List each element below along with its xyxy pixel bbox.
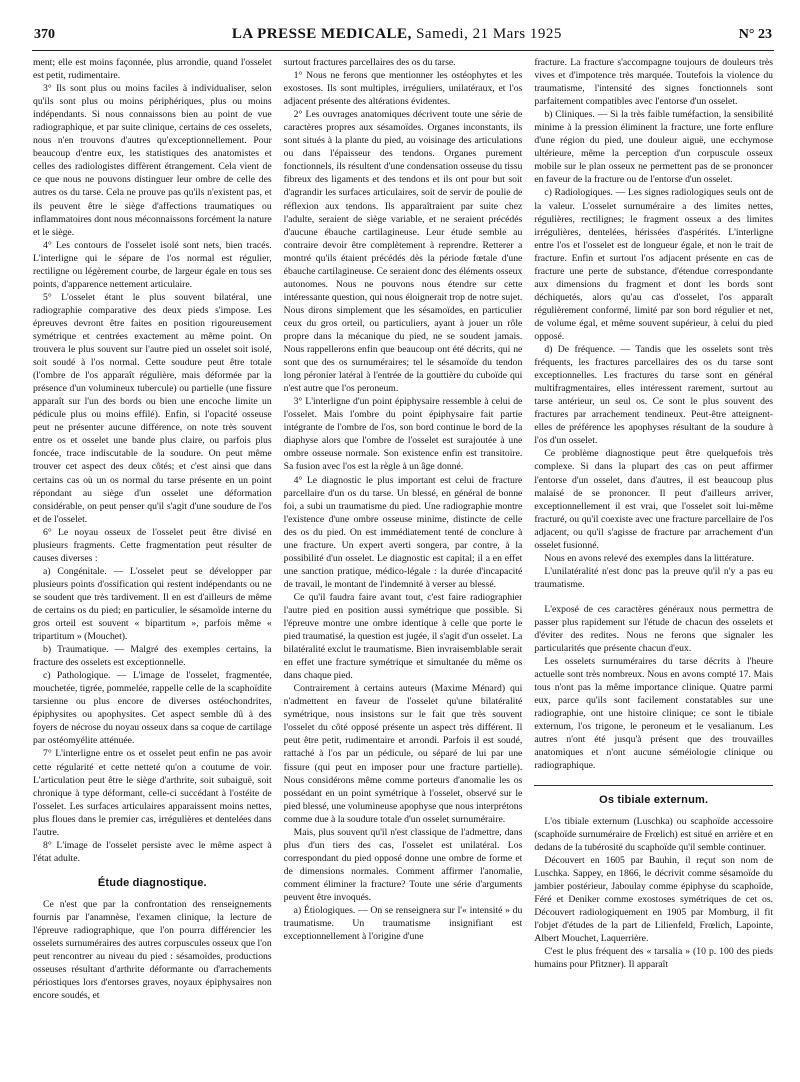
paragraph: a) Étiologiques. — On se renseignera sur l'« intensité » du traumatisme. Un traumatisme insignifiant est exceptionnellement à l'origine d'une	[283, 905, 523, 943]
running-title	[232, 26, 562, 43]
paragraph: c) Pathologique. — L'image de l'osselet, fragmentée, mouchetée, tigrée, pommelée, rappelle celle de la scaphoïdite tarsienne ou plus encore de diverses ostéochondrites, épiphysites ou apophysites. Cet aspect semble dû à des foyers de nécrose du noyau osseux dans sa coque de cartilage par ostéomyélite atténuée.	[33, 670, 272, 747]
running-header	[34, 26, 772, 48]
column-2	[284, 56, 523, 1076]
section-heading: Os tibiale externum.	[534, 785, 773, 807]
paragraph: 1° Nous ne ferons que mentionner les ostéophytes et les exostoses. Ils sont multiples, irréguliers, unilatéraux, et l'os adjacent présente des altérations évidentes.	[283, 70, 523, 108]
paragraph: d) De fréquence. — Tandis que les osselets sont très fréquents, les fractures parcellaires des os du tarse sont exceptionnelles. Les fractures du tarse sont en général multifragmentaires, elles intéressent rarement, surtout au tarse antérieur, un seul os. Ce sont le plus souvent des fractures par arrachement tendineux. Peut-être atteignent-elles de préférence les apophyses résultant de la soudure à l'os d'un osselet.	[534, 344, 773, 447]
paragraph: C'est le plus fréquent des « tarsalia » (10 p. 100 des pieds humains pour Pfitzner). Il apparaît	[534, 946, 773, 971]
paragraph: 5° L'osselet étant le plus souvent bilatéral, une radiographie comparative des deux pieds s'impose. Les épreuves devront être faites en position rigoureusement symétrique et centrées exactement au même point. On trouvera le plus souvent sur l'autre pied un osselet soit isolé, soit soudé à l'os normal. Cette soudure peut être totale (l'ombre de l'os apparaît régulière, mais déformée par la présence d'un volumineux tubercule) ou partielle (une fissure apparaît sur l'un des bords ou bien une encoche limite un pédicule plus ou moins effilé). Enfin, si l'opacité osseuse peut ne présenter aucune différence, on note très souvent entre os et osselet une bande plus claire, ou parfois plus foncée, trace indiscutable de la soudure. On peut même trouver cet aspect des deux côtés; et c'est ainsi que dans certains cas où un os normal du tarse présente en un point répondant au siège d'un osselet une déformation considérable, on peut penser qu'il s'agit d'une soudure de l'os et de l'osselet.	[33, 291, 272, 525]
paragraph: a) Congénitale. — L'osselet peut se développer par plusieurs points d'ossification qui restent indépendants ou ne se soudent que très tardivement. Il en est d'ailleurs de même de certains os du pied; en particulier, le sésamoïde interne du gros orteil est souvent « bipartitum », parfois même « tripartitum » (Mouchet).	[33, 565, 272, 643]
paragraph: b) Cliniques. — Si la très faible tuméfaction, la sensibilité minime à la pression éliminent la fracture, une forte enflure d'une région du pied, une douleur aiguë, une ecchymose ultérieure, même la perception d'un corpuscule osseux mobile sur le plan osseux ne permettent pas de se prononcer en faveur de la fracture ou de l'entorse d'un osselet.	[534, 109, 773, 186]
header-rule	[32, 50, 774, 51]
section-heading: Étude diagnostique.	[97, 876, 207, 889]
paragraph: Nous en avons relevé des exemples dans la littérature.	[544, 552, 754, 564]
paragraph: fracture. La fracture s'accompagne toujours de douleurs très vives et d'impotence très marquée. Toutefois la violence du traumatisme, l'intensité des signes fonctionnels sont parfaitement compatibles avec l'entorse d'un osselet.	[534, 57, 773, 108]
paragraph: Découvert en 1605 par Bauhin, il reçut son nom de Luschka. Sappey, en 1866, le décrivit comme sésamoïde du jambier postérieur, Jaboulay comme épiphyse du scaphoïde, Féré et Deniker comme exostoses symétriques de cet os. Découvert radiologiquement en 1905 par Momburg, il fit l'objet d'études de la part de Lilienfeld, Frœlich, Lapointe, Albert Mouchet, Laquerrière.	[534, 854, 773, 944]
paragraph: L'exposé de ces caractères généraux nous permettra de passer plus rapidement sur l'étude de chacun des osselets et d'éviter des redites. Nous ne ferons que signaler les particularités que présente chacun d'eux.	[534, 603, 773, 655]
paragraph: ment; elle est moins façonnée, plus arrondie, quand l'osselet est petit, rudimentaire.	[33, 57, 272, 82]
journal-name: LA PRESSE MEDICALE,	[231, 26, 412, 42]
paragraph-gap	[534, 591, 773, 603]
paragraph: 3° L'interligne d'un point épiphysaire ressemble à celui de l'osselet. Mais l'ombre du point épiphysaire fait partie intégrante de l'ombre de l'os, son bord continue le bord de la diaphyse alors que l'ombre de l'osselet est surajoutée à une ombre osseuse normale. Son existence enfin est transitoire. Sa fusion avec l'os est la règle à un âge donné.	[283, 396, 523, 473]
paragraph: Les osselets surnuméraires du tarse décrits à l'heure actuelle sont très nombreux. Nous en avons compté 17. Mais tous n'ont pas la même importance clinique. Quatre parmi eux, parce qu'ils sont facilement constatables sur une radiographie, ont une histoire clinique; ce sont le tibiale externum, l'os trigone, le peroneum et le vesalianum. Les autres n'ont été jusqu'à présent que des trouvailles anatomiques et n'ont aucune séméiologie clinique ou radiographique.	[534, 656, 773, 772]
paragraph: surtout fractures parcellaires des os du tarse.	[283, 57, 456, 68]
paragraph: Ce qu'il faudra faire avant tout, c'est faire radiographier l'autre pied en position aussi symétrique que possible. Si l'épreuve montre une ombre identique à celle que porte le pied traumatisé, la question est jugée, il s'agit d'un osselet. La bilatéralité exclut le traumatisme. Bien invraisemblable serait en effet une fracture symétrique et simultanée du même os dans chaque pied.	[283, 591, 523, 682]
paragraph: Mais, plus souvent qu'il n'est classique de l'admettre, dans plus d'un tiers des cas, l'osselet est unilatéral. Los correspondant du pied opposé donne une ombre de forme et de dimensions normales. Comment affirmer l'anomalie, comment éliminer la fracture? Toute une série d'arguments peuvent être invoqués.	[283, 826, 523, 903]
paragraph: Ce n'est que par la confrontation des renseignements fournis par l'anamnèse, l'examen clinique, la lecture de l'épreuve radiographique, que l'on pourra différencier les osselets surnuméraires des autres corpuscules osseux que l'on peut rencontrer au niveau du pied : sésamoïdes, productions osseuses résultant d'arthrite déformante ou d'arrachements périostiques lors d'entorses graves, noyaux épiphysaires non encore soudés, et	[33, 898, 272, 1002]
paragraph: 2° Les ouvrages anatomiques décrivent toute une série de caractères propres aux sésamoïdes. Organes inconstants, ils sont situés à la plante du pied, au voisinage des articulations ou dans l'épaisseur des tendons. Organes purement fonctionnels, ils résultent d'une condensation osseuse du tissu fibreux des ligaments et des tendons et ils ont pour but soit d'agrandir les surfaces articulaires, soit de servir de poulie de réflexion aux tendons. Ils apparaîtraient par suite chez l'adulte, seraient de siège variable, et ne seraient précédés d'aucune ébauche cartilagineuse. Leur étude semble au contraire devoir être complètement à reprendre. Retterer a montré qu'ils étaient précédés dès la période fœtale d'une ébauche cartilagineuse. Ce seraient donc des éléments osseux autonomes. Nous ne pouvons nous étendre sur cette intéressante question, qui nous éloignerait trop de notre sujet. Nous dirons simplement que les sésamoïdes, en particulier ceux du gros orteil, ou particuliers, ayant à jouer un rôle propre dans la mécanique du pied, ne se soudent jamais. Nous rappellerons enfin que beaucoup ont été décrits, qui ne sont que des os surnuméraires; tel le sésamoïde du tendon long péronier latéral à l'entrée de la gouttière du cuboïde qui n'est autre que l'os peroneum.	[283, 109, 523, 395]
paragraph: b) Traumatique. — Malgré des exemples certains, la fracture des osselets est exceptionnelle.	[33, 644, 272, 669]
paragraph: 6° Le noyau osseux de l'osselet peut être divisé en plusieurs fragments. Cette fragmentation peut résulter de causes diverses :	[33, 526, 272, 564]
paragraph: L'unilatéralité n'est donc pas la preuve qu'il n'y a pas eu traumatisme.	[534, 565, 773, 590]
paragraph: 4° Les contours de l'osselet isolé sont nets, bien tracés. L'interligne qui le sépare de l'os normal est régulier, rectiligne ou légèrement courbe, de largeur égale en tous ses points, d'apparence nettement articulaire.	[33, 239, 272, 290]
paragraph: Contrairement à certains auteurs (Maxime Ménard) qui n'admettent en faveur de l'osselet qu'une bilatéralité symétrique, nous insistons sur le fait que très souvent l'osselet du côté opposé présente un aspect très différent. Il peut être petit, rudimentaire et arrondi. Parfois il est soudé, rattaché à l'os par un pédicule, ou séparé de lui par une fissure (qui peut en imposer pour une fracture partielle). Nous considérons même comme porteurs d'anomalie les os possédant en un point symétrique à l'osselet, observé sur le pied blessé, une volumineuse apophyse que nous interprétons comme due à la soudure totale d'un osselet surnuméraire.	[283, 683, 523, 825]
issue-number: N° 23	[738, 27, 772, 42]
paragraph: 4° Le diagnostic le plus important est celui de fracture parcellaire d'un os du tarse. Un blessé, en général de bonne foi, a subi un traumatisme du pied. Une radiographie montre l'existence d'une ombre osseuse minime, distincte de celle des os du pied. On est immédiatement tenté de conclure à une fracture. Un expert averti songera, par contre, à la possibilité d'un osselet. Le diagnostic est capital; il a en effet une sanction pratique, médico-légale : la durée d'incapacité de travail, le montant de l'indemnité à verser au blessé.	[283, 474, 523, 590]
article-columns	[33, 56, 773, 1076]
paragraph: Ce problème diagnostique peut être quelquefois très complexe. Si dans la plupart des cas on peut affirmer l'entorse d'un osselet, dans d'autres, il est beaucoup plus malaisé de se prononcer. Il peut d'ailleurs arriver, exceptionnellement il est vrai, que l'osselet soit lui-même fracturé, ou qu'il coexiste avec une fracture parcellaire de l'os adjacent, ou qu'il s'agisse de fracture par arrachement d'un osselet fusionné.	[534, 448, 773, 551]
paragraph: c) Radiologiques. — Les signes radiologiques seuls ont de la valeur. L'osselet surnuméraire a des limites nettes, régulières, rectilignes; le fragment osseux a des limites irrégulières, dentelées, hérissées d'aspérités. L'interligne entre l'os et l'osselet est de longueur égale, et non le trait de fracture. Enfin et surtout l'os adjacent présente en cas de fracture une perte de substance, d'étendue correspondante aux dimensions du fragment et dont les bords sont déchiquetés, alors qu'au cas d'osselet, l'os apparaît régulièrement conformé, limité par son bord régulier et net, de volume égal, et même souvent supérieur, à celui du pied opposé.	[534, 187, 773, 342]
column-1	[33, 56, 272, 1076]
paragraph: 3° Ils sont plus ou moins faciles à individualiser, selon qu'ils sont plus ou moins périphériques, plus ou moins indépendants. Si nous connaissons bien au point de vue radiographique, et par suite clinique, certains de ces osselets, nous n'en trouvons d'autres qu'exceptionnellement. Pour beaucoup d'entre eux, les statistiques des anatomistes et celles des radiologistes diffèrent étrangement. Cela vient de ce que nous ne pouvons distinguer leur ombre de celle des autres os du tarse. Cela ne prouve pas qu'ils n'existent pas, et ils peuvent être le siège d'affections traumatiques ou inflammatoires dont nous méconnaissons forcément la nature et le siège.	[33, 83, 272, 238]
issue-date: Samedi, 21 Mars 1925	[411, 26, 562, 42]
paragraph: 8° L'image de l'osselet persiste avec le même aspect à l'état adulte.	[33, 839, 272, 864]
column-3	[534, 56, 773, 1076]
paragraph: L'os tibiale externum (Luschka) ou scaphoïde accessoire (scaphoïde surnuméraire de Frœlich) est situé en arrière et en dedans de la tubérosité du scaphoïde qu'il semble continuer.	[534, 815, 773, 853]
page-number: 370	[34, 27, 55, 42]
paragraph: 7° L'interligne entre os et osselet peut enfin ne pas avoir cette régularité et cette netteté qu'on a coutume de voir. L'articulation peut être le siège d'arthrite, soit subaiguë, soit chronique à type déformant, celle-ci succédant à l'ostéite de l'osselet. Les surfaces articulaires apparaissent moins nettes, plus floues dans le premier cas, irrégulières et dentelées dans l'autre.	[33, 748, 272, 838]
